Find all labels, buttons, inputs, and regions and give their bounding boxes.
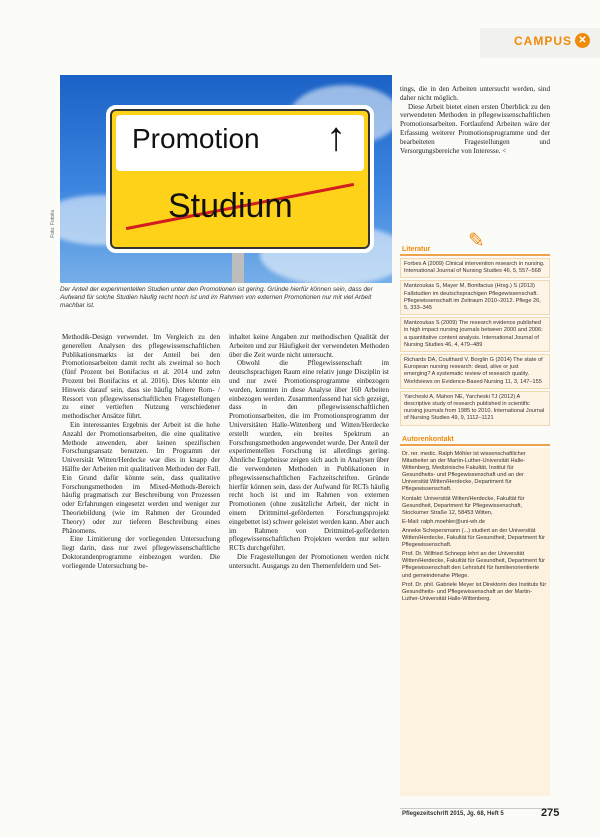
literature-list: [400, 258, 550, 428]
text-column-1: [62, 333, 220, 571]
paragraph: tings, die in den Arbeiten untersucht werden, sind daher nicht möglich.: [400, 85, 550, 102]
paragraph: Obwohl die Pflegewissenschaft im deutschsprachigen Raum eine relativ junge Disziplin ist und nur zwei Promotionsprogramme einbezogen wurden, konnten in diese Analyse über 160 Arbeiten einbezogen werden. Zusammenfassend hat sich gezeigt, dass in den pflegewissenschaftlichen Promotionsarbeiten, die im Promotionsprogramm der Universitäten Halle-Wittenberg und Witten/Herdecke erstellt wurden, ein breites Spektrum an Forschungsmethoden angewendet wurde. Der Anteil der experimentellen Forschung ist allerdings gering. Ähnliche Ergebnisse zeigen sich auch in Analysen über die verwendeten Methoden in Publikationen in pflegewissenschaftlichen Fachzeitschriften. Gründe hierfür können sein, dass der Aufwand für RCTs häufig recht hoch ist und im Rahmen von externen Promotionen (ohne zusätzliche Arbeit, der nicht in einem Drittmittel-geförderten Forschungsprojekt eingebettet ist) schwer geleistet werden kann. Aber auch im Rahmen von Drittmittel-geförderten pflegewissenschaftlichen Projekten werden nur selten RCTs durchgeführt.: [229, 359, 389, 553]
divider: [400, 254, 550, 256]
paragraph: Methodik-Design verwendet. Im Vergleich zu den generellen Analysen des pflegewissenschaftlichen Publikationsmarkts ist der Anteil bei den Promotionsarbeiten damit recht als zweimal so hoch (fünf Prozent bei Bonifacius et al. 2014 und zehn Prozent bei Bonifacius et al. 2016). Dies könnte ein Hinweis darauf sein, dass sie häufig höhere Rom- / Ressort von pflegewissenschaftlichen Fragestellungen zu einer vertieften Nutzung verschiedener methodischer Ansätze führt.: [62, 333, 220, 421]
paragraph: Ein interessantes Ergebnis der Arbeit ist die hohe Anzahl der Promotionsarbeiten, die eine qualitative Methode anwenden, aber keinen spezifischen Forschungsansatz benutzen. Im Programm der Universität Witten/Herdecke war dies in knapp der Hälfte der Arbeiten mit qualitativen Methoden der Fall. Ein Grund dafür könnte sein, dass qualitative Forschungsmethoden im Mixed-Methods-Bereich häufig pragmatisch zur Beschreibung von Prozessen oder Erfahrungen eingesetzt werden und weniger zur Theoriebildung (wie im Rahmen der Grounded Theory) oder zur tieferen Beschreibung eines Phänomens.: [62, 420, 220, 535]
literature-item: Mantzoukas S (2009) The research evidence published in high impact nursing journals between 2000 and 2006: a quantitative content analysis. International Journal of Nursing Studies 46, 4, 479–489: [400, 317, 550, 352]
photo-credit: Foto: Fotolia: [50, 210, 56, 238]
paragraph: Diese Arbeit bietet einen ersten Überblick zu den verwendeten Methoden in pflegewissenschaftlichen Promotionsarbeiten. Fortlaufend Arbeiten wäre der Erfassung weiterer Promotionsprogramme und der bearbeiteten Fragestellungen und Versorgungsbereiche von Interesse. <: [400, 102, 550, 155]
sign-promotion-text: Promotion: [132, 123, 260, 154]
literature-item: Mantzoukas S, Mayer M, Bonifacius (Hrsg.) S (2013) Fallstudien im deutschsprachigen Pflegewissenschaft. Pflegewissenschaft im Zeitraum 2010–2012. Pflege 26, 5, 333–345: [400, 280, 550, 315]
text-column-2: [229, 333, 389, 571]
section-label: CAMPUS: [513, 34, 572, 48]
paragraph: Die Fragestellungen der Promotionen werden nicht untersucht. Ausgangs zu den Themenfeldern und Set-: [229, 552, 389, 570]
literature-item: Forbes A (2009) Clinical intervention research in nursing. International Journal of Nursing Studies 46, 5, 557–568: [400, 258, 550, 278]
literature-item: Richards DA, Coulthard V, Borglin G (2014) The state of European nursing research: dead, alive or just emerging? A systematic review of research quality. Worldviews on Evidence-Based Nursing 11, 3, 147–155: [400, 354, 550, 389]
journal-citation: Pflegezeitschrift 2015, Jg. 68, Heft 5: [402, 811, 504, 817]
sign-studium-text: Studium: [168, 187, 293, 225]
author-paragraph: Prof. Dr. phil. Gabriele Meyer ist Direktorin des Instituts für Gesundheits- und Pflegewissenschaft an der Martin-Luther-Universität Halle-Wittenberg.: [402, 581, 547, 602]
author-paragraph: Prof. Dr. Wilfried Schnepp lehrt an der Universität Witten/Herdecke, Fakultät für Gesundheit, Department für Pflegewissenschaft den Lehrstuhl für familienorientierte und gemeindenahe Pflege.: [402, 551, 546, 579]
article-photo: [60, 75, 392, 283]
author-paragraph: Anneke Schepersmann (...) studiert an der Universität Witten/Herdecke, Fakultät für Gesundheit, Department für Pflegewissenschaft.: [402, 527, 546, 549]
arrow-up-icon: ↑: [326, 115, 346, 159]
literature-item: Yarcheski A, Mahon NE, Yarcheski TJ (2012) A descriptive study of research published in scientific nursing journals from 1985 to 2010. International Journal of Nursing Studies 49, 9, 1112–1121: [400, 391, 550, 426]
paragraph: Eine Limitierung der vorliegenden Untersuchung liegt darin, dass nur zwei pflegewissenschaftliche Doktorandenprogramme einbezogen wurden. Die vorliegende Untersuchung be-: [62, 535, 220, 570]
photo-caption: Der Anteil der experimentellen Studien unter den Promotionen ist gering. Gründe hierfür können sein, dass der Aufwand für solche Studien häufig recht hoch ist und im Rahmen von externen Promotionen nur mit viel Arbeit machbar ist.: [60, 286, 373, 309]
literature-heading: Literatur: [402, 246, 431, 253]
town-sign: [106, 105, 374, 253]
footer-rule: [400, 808, 550, 809]
author-paragraph: Dr. rer. medic. Ralph Möhler ist wissenschaftlicher Mitarbeiter an der Martin-Luther-Universität Halle-Wittenberg, Medizinische Fakultät, Institut für Gesundheits- und Pflegewissenschaft und an der Universität Witten/Herdecke, Department für Pflegewissenschaft.: [402, 451, 526, 493]
author-email: E-Mail: ralph.moehler@uni-wh.de: [402, 518, 486, 525]
book-icon: ✎: [468, 228, 485, 252]
author-contact-box: [400, 448, 550, 796]
divider: [400, 444, 550, 446]
page-number: 275: [541, 807, 560, 819]
author-contact-heading: Autorenkontakt: [402, 436, 454, 443]
author-paragraph: Kontakt: Universität Witten/Herdecke, Fakultät für Gesundheit, Department für Pflegewissenschaft, Stockumer Straße 12, 58453 Witten,: [402, 495, 525, 516]
campus-x-icon: ✕: [575, 33, 590, 48]
text-column-3: [400, 85, 550, 155]
paragraph: inhaltet keine Angaben zur methodischen Qualität der Arbeiten und zur Häufigkeit der verwendeten Methoden über die Zeit wurde nicht untersucht.: [229, 333, 389, 359]
